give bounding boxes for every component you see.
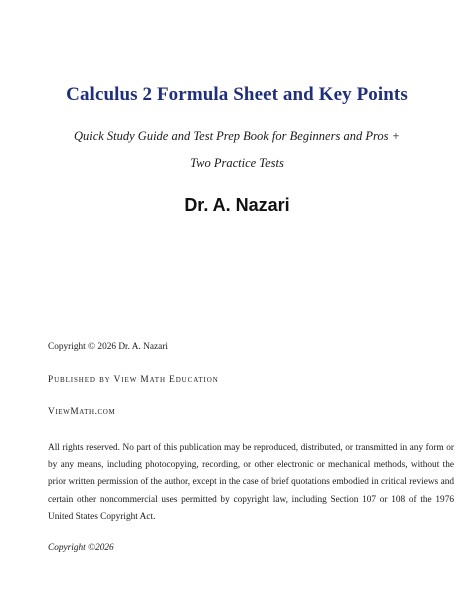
book-subtitle-line2: Two Practice Tests xyxy=(190,156,284,170)
rights-statement: All rights reserved. No part of this publication may be reproduced, distributed, or transmitted in any form or by any means, including photocopying, recording, or other electronic or mechanical methods, without the prior written permission of the author, except in the case of brief quotations embodied in critical reviews and certain other noncommercial uses permitted by copyright law, including Section 107 or 108 of the 1976 United States Copyright Act. xyxy=(48,443,454,522)
book-title: Calculus 2 Formula Sheet and Key Points xyxy=(66,84,408,105)
publisher-line: Published by View Math Education xyxy=(48,375,219,385)
copyright-notice: Copyright © 2026 Dr. A. Nazari xyxy=(48,342,168,352)
website-link[interactable]: ViewMath.com xyxy=(48,407,116,417)
author-name: Dr. A. Nazari xyxy=(184,195,290,215)
book-subtitle-line1: Quick Study Guide and Test Prep Book for Beginners and Pros + xyxy=(73,129,401,143)
copyright-footer: Copyright ©2026 xyxy=(48,543,114,553)
